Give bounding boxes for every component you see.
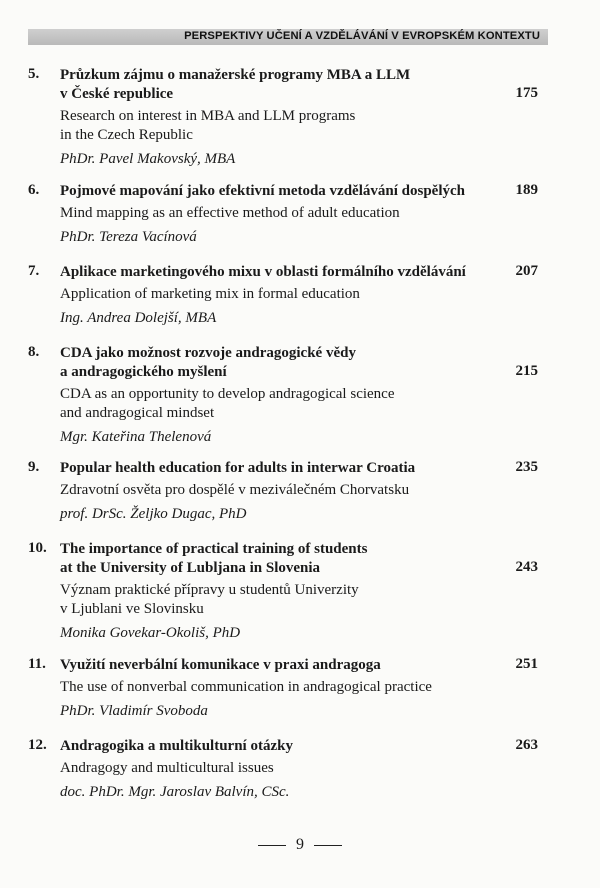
entry-author: PhDr. Tereza Vacínová [60, 229, 197, 245]
entry-title: Popular health education for adults in interwar Croatia [60, 460, 416, 476]
entry-title: Aplikace marketingového mixu v oblasti formálního vzdělávání [60, 264, 466, 280]
entry-page: 235 [515, 459, 538, 475]
entry-page: 207 [515, 263, 538, 279]
entry-number: 8. [28, 344, 40, 360]
entry-author: PhDr. Pavel Makovský, MBA [60, 151, 236, 167]
entry-page: 243 [515, 559, 538, 575]
entry-number: 7. [28, 263, 40, 279]
entry-author: doc. PhDr. Mgr. Jaroslav Balvín, CSc. [60, 784, 290, 800]
entry-number: 12. [28, 737, 47, 753]
entry-number: 9. [28, 459, 40, 475]
entry-translation: Application of marketing mix in formal education [60, 286, 360, 302]
entry-page: 251 [515, 656, 538, 672]
footer-dash-left [258, 845, 286, 846]
running-header: PERSPEKTIVY UČENÍ A VZDĚLÁVÁNÍ V EVROPSKÉM KONTEXTU [184, 30, 540, 42]
entry-title: CDA jako možnost rozvoje andragogické vědy a andragogického myšlení [60, 345, 356, 380]
page-footer [0, 836, 600, 854]
entry-page: 215 [515, 363, 538, 379]
entry-author: prof. DrSc. Željko Dugac, PhD [60, 506, 247, 522]
entry-number: 11. [28, 656, 46, 672]
entry-translation: Andragogy and multicultural issues [60, 760, 274, 776]
entry-translation: The use of nonverbal communication in andragogical practice [60, 679, 432, 695]
entry-page: 263 [515, 737, 538, 753]
entry-number: 5. [28, 66, 40, 82]
entry-translation: CDA as an opportunity to develop andragogical science and andragogical mindset [60, 386, 395, 421]
entry-author: Mgr. Kateřina Thelenová [60, 429, 212, 445]
entry-title: Průzkum zájmu o manažerské programy MBA a LLM v České republice [60, 67, 411, 102]
entry-translation: Research on interest in MBA and LLM programs in the Czech Republic [60, 108, 356, 143]
page-number: 9 [296, 836, 304, 853]
entry-title: Andragogika a multikulturní otázky [60, 738, 293, 754]
footer-dash-right [314, 845, 342, 846]
entry-page: 175 [515, 85, 538, 101]
entry-title: Pojmové mapování jako efektivní metoda vzdělávání dospělých [60, 183, 465, 199]
entry-author: PhDr. Vladimír Svoboda [60, 703, 208, 719]
entry-translation: Význam praktické přípravy u studentů Univerzity v Ljublani ve Slovinsku [60, 582, 359, 617]
entry-author: Ing. Andrea Dolejší, MBA [60, 310, 217, 326]
entry-number: 6. [28, 182, 40, 198]
entry-page: 189 [515, 182, 538, 198]
entry-translation: Zdravotní osvěta pro dospělé v meziválečném Chorvatsku [60, 482, 410, 498]
entry-title: Využití neverbální komunikace v praxi andragoga [60, 657, 381, 673]
entry-number: 10. [28, 540, 47, 556]
entry-title: The importance of practical training of students at the University of Lubljana in Slovenia [60, 541, 368, 576]
entry-translation: Mind mapping as an effective method of adult education [60, 205, 400, 221]
entry-author: Monika Govekar-Okoliš, PhD [60, 625, 241, 641]
